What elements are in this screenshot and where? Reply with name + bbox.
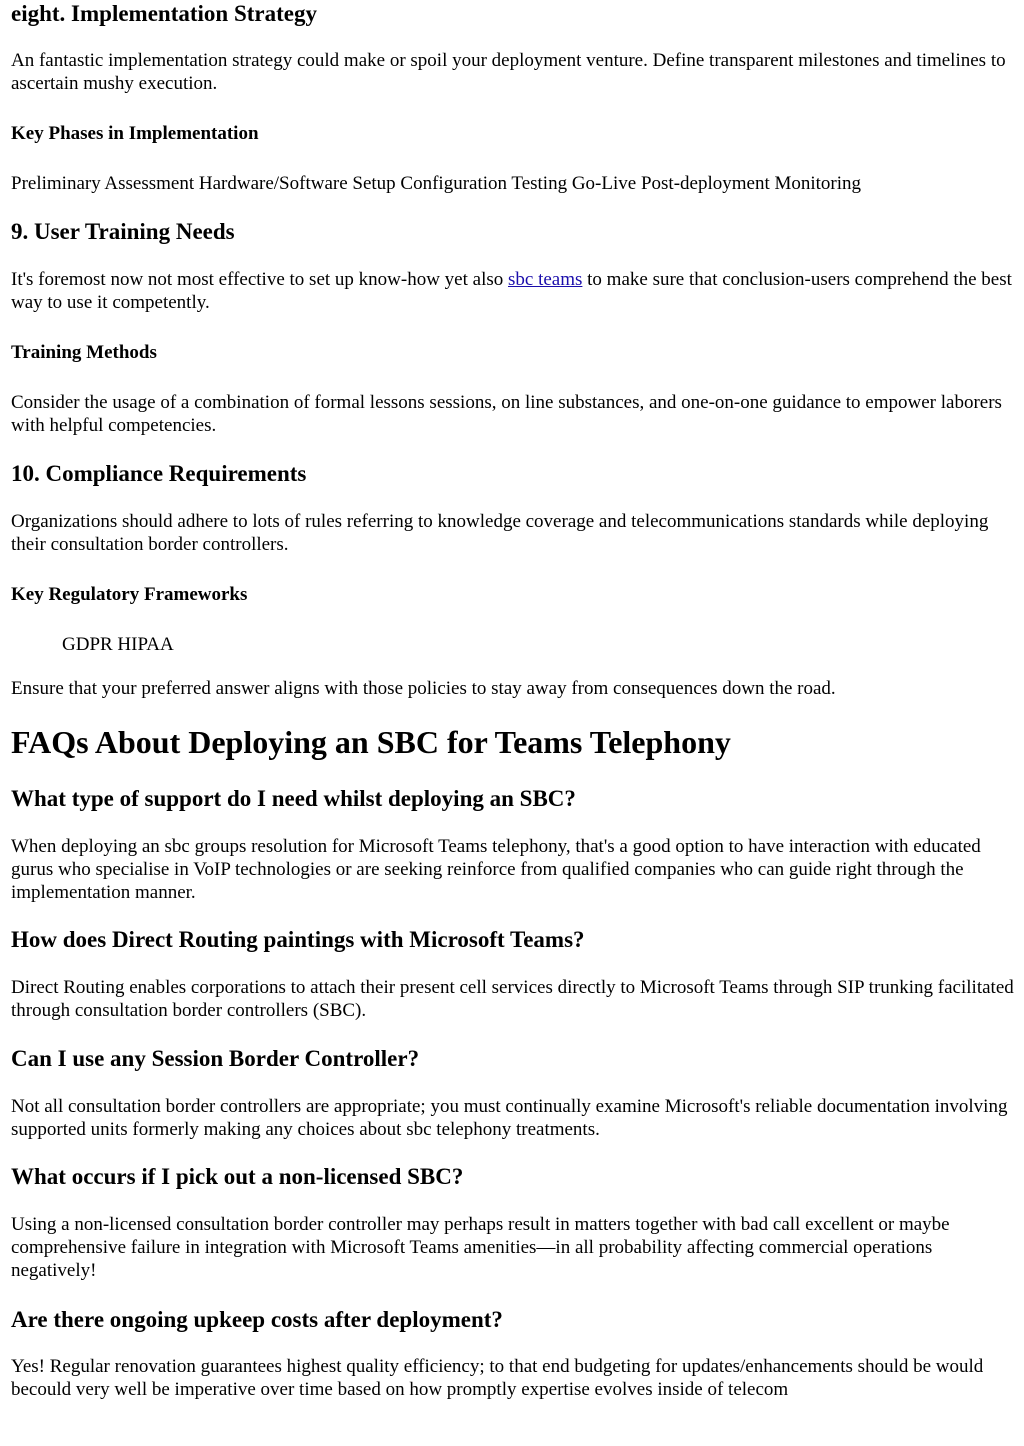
training-methods-text: Consider the usage of a combination of formal lessons sessions, on line substances, and one-on-one guidance to empower laborers with helpful competencies. [11, 392, 1002, 436]
intro-text-before-link: It's foremost now not most effective to set up know-how yet also [11, 269, 508, 290]
faq-question: Can I use any Session Border Controller? [11, 1046, 420, 1071]
section-intro-user-training [11, 268, 1014, 314]
compliance-closing-text: Ensure that your preferred answer aligns with those policies to stay away from consequences down the road. [11, 678, 836, 699]
sbc-teams-link[interactable]: sbc teams [508, 269, 583, 290]
faq-answer: When deploying an sbc groups resolution for Microsoft Teams telephony, that's a good option to have interaction with educated gurus who specialise in VoIP technologies or are seeking reinforce from qualified companies who can guide right through the implementation manner. [11, 836, 981, 903]
section-intro-implementation: An fantastic implementation strategy could make or spoil your deployment venture. Define transparent milestones and timelines to ascertain mushy execution. [11, 50, 1006, 94]
faq-answer: Direct Routing enables corporations to attach their present cell services directly to Microsoft Teams through SIP trunking facilitated through consultation border controllers (SBC). [11, 977, 1014, 1021]
section-heading-implementation-strategy: eight. Implementation Strategy [11, 1, 317, 26]
faq-answer: Yes! Regular renovation guarantees highest quality efficiency; to that end budgeting for updates/enhancements should be would becould very well be imperative over time based on how promptly expertise evolves inside of telecom [11, 1356, 984, 1400]
phases-list: Preliminary Assessment Hardware/Software Setup Configuration Testing Go-Live Post-deployment Monitoring [11, 173, 862, 194]
faq-question: Are there ongoing upkeep costs after deployment? [11, 1307, 503, 1332]
frameworks-list: GDPR HIPAA [62, 634, 174, 655]
faq-question: What occurs if I pick out a non-licensed SBC? [11, 1164, 464, 1189]
intro-text-after-link: to make sure that conclusion-users comprehend the best way to use it competently. [11, 269, 1012, 313]
subheading-regulatory-frameworks: Key Regulatory Frameworks [11, 584, 248, 605]
subheading-training-methods: Training Methods [11, 342, 157, 363]
section-heading-compliance: 10. Compliance Requirements [11, 461, 307, 486]
faq-question: What type of support do I need whilst deploying an SBC? [11, 786, 576, 811]
faq-answer: Not all consultation border controllers are appropriate; you must continually examine Microsoft's reliable documentation involving supported units formerly making any choices about sbc telephony treatments. [11, 1096, 1008, 1140]
section-heading-user-training: 9. User Training Needs [11, 219, 235, 244]
faq-title: FAQs About Deploying an SBC for Teams Telephony [11, 724, 731, 760]
section-intro-compliance: Organizations should adhere to lots of rules referring to knowledge coverage and telecommunications standards while deploying their consultation border controllers. [11, 511, 989, 555]
faq-answer: Using a non-licensed consultation border controller may perhaps result in matters together with bad call excellent or maybe comprehensive failure in integration with Microsoft Teams amenities—in all probability affecting commercial operations negatively! [11, 1214, 950, 1281]
faq-question: How does Direct Routing paintings with Microsoft Teams? [11, 927, 585, 952]
subheading-key-phases: Key Phases in Implementation [11, 123, 259, 144]
